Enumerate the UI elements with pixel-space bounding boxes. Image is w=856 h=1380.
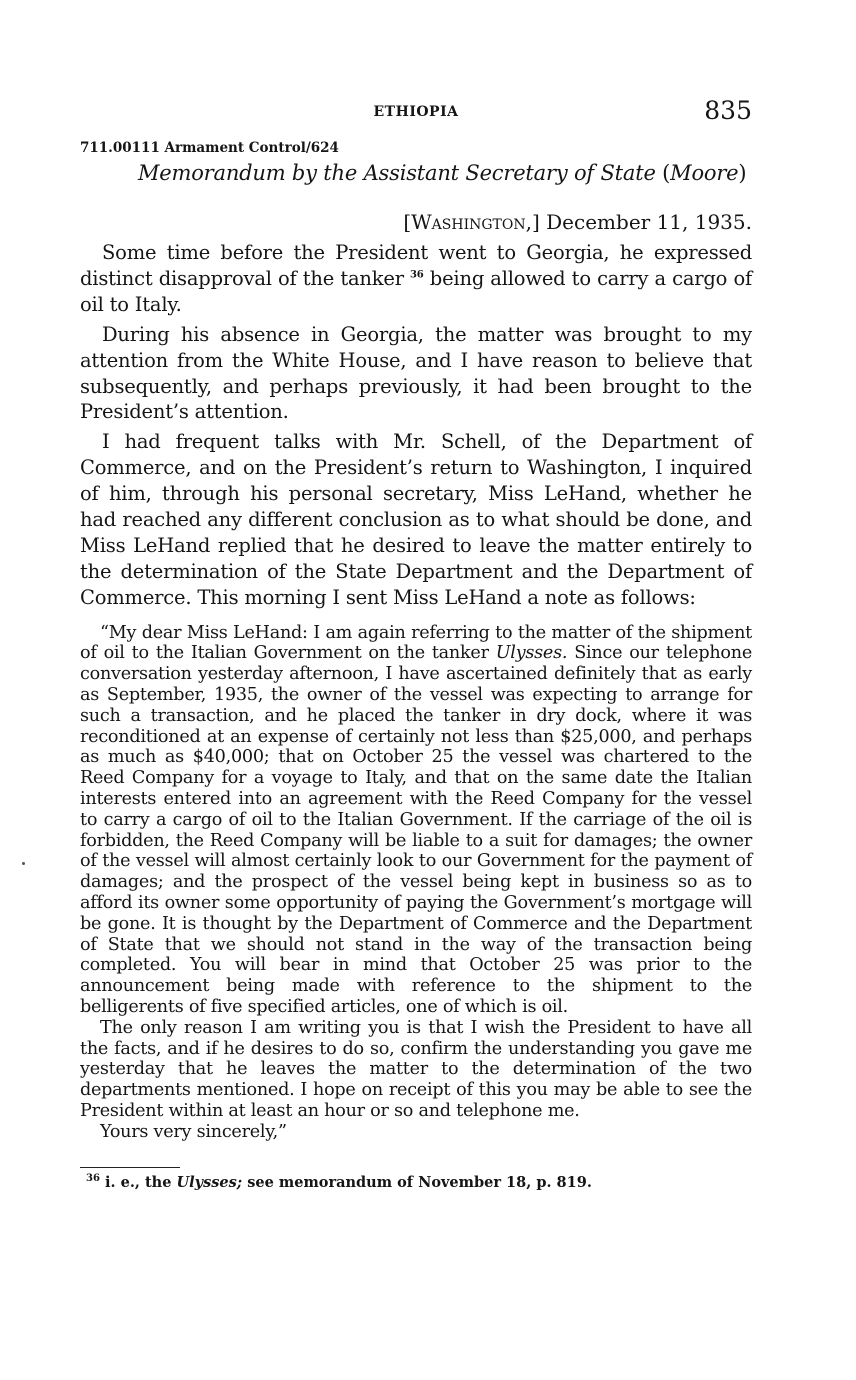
footnote-reference: 36 (410, 269, 424, 281)
quote-closing: Yours very sincerely,” (100, 1121, 287, 1142)
document-title (80, 158, 752, 188)
quote-paragraph-1 (80, 623, 752, 1018)
footnote-divider (80, 1167, 180, 1168)
document-page (80, 96, 752, 1191)
footnote-ship-name: Ulysses; (176, 1173, 243, 1191)
quote-paragraph-1-text-b: Since our telephone conversation yesterday afternoon, I have ascertained definitely that as early as September, 1935, the owner of the vessel was expecting to arrange for such a transaction, and he placed the tanker in dry dock, where it was reconditioned at an expense of certainly not less than $25,000, and perhaps as much as $40,000; that on October 25 the vessel was chartered to the Reed Company for a voyage to Italy, and that on the same date the Italian interests entered into an agreement with the Reed Company for the vessel to carry a cargo of oil to the Italian Government. If the carriage of the oil is forbidden, the Reed Company will be liable to a suit for damages; the owner of the vessel will almost certainly look to our Government for the payment of damages; and the prospect of the vessel being kept in business so as to afford its owner some opportunity of paying the Government’s mortgage will be gone. It is thought by the Department of Commerce and the Department of State that we should not stand in the way of the transaction being completed. You will bear in mind that October 25 was prior to the announcement being made with reference to the shipment to the belligerents of five specified articles, one of which is oil. (80, 643, 753, 1018)
running-header (80, 96, 752, 134)
title-paren-close: ) (738, 161, 747, 185)
body-paragraph-3: I had frequent talks with Mr. Schell, of the Department of Commerce, and on the President’s return to Washington, I inquired of him, through his personal secretary, Miss LeHand, whether he had reached any different conclusion as to what should be done, and Miss LeHand replied that he desired to leave the matter entirely to the determination of the State Department and the Department of Commerce. This morning I sent Miss LeHand a note as follows: (80, 430, 752, 609)
author-name: Moore (670, 161, 739, 185)
quote-paragraph-2: The only reason I am writing you is that I wish the President to have all the facts, and if he desires to do so, confirm the understanding you gave me yesterday that he leaves the matter to the determination of the two departments mentioned. I hope on receipt of this you may be able to see the President within at least an hour or so and telephone me. (80, 1017, 752, 1122)
margin-speck (22, 862, 25, 865)
quote-paragraph-1-text-a: “My dear Miss LeHand: I am again referring to the matter of the shipment of oil to the Italian Government on the tanker (80, 622, 752, 664)
title-paren-open: ( (662, 161, 671, 185)
document-title-text: Memorandum by the Assistant Secretary of State (138, 161, 656, 185)
footnote (80, 1174, 752, 1191)
ship-name: Ulysses. (495, 643, 568, 664)
footnote-text-a: i. e., the (104, 1173, 172, 1191)
dateline-place: [Washington,] (403, 210, 540, 234)
page-number: 835 (704, 96, 752, 125)
file-number: 711.00111 Armament Control/624 (80, 140, 339, 156)
body-paragraph-1-text-b: being allowed to carry a cargo of oil to Italy. (80, 266, 752, 316)
dateline (80, 208, 752, 236)
dateline-date: December 11, 1935. (546, 210, 752, 234)
running-title: ETHIOPIA (373, 104, 459, 120)
body-paragraph-1-text-a: Some time before the President went to Georgia, he expressed distinct disapproval of the tanker (80, 241, 752, 290)
quoted-letter (80, 623, 752, 1143)
body-paragraph-1 (80, 240, 752, 318)
footnote-text-b: see memorandum of November 18, p. 819. (247, 1173, 592, 1191)
footnote-marker: 36 (86, 1172, 100, 1184)
body-paragraph-2: During his absence in Georgia, the matter was brought to my attention from the White House, and I have reason to believe that subsequently, and perhaps previously, it had been brought to the President’s attention. (80, 322, 752, 424)
